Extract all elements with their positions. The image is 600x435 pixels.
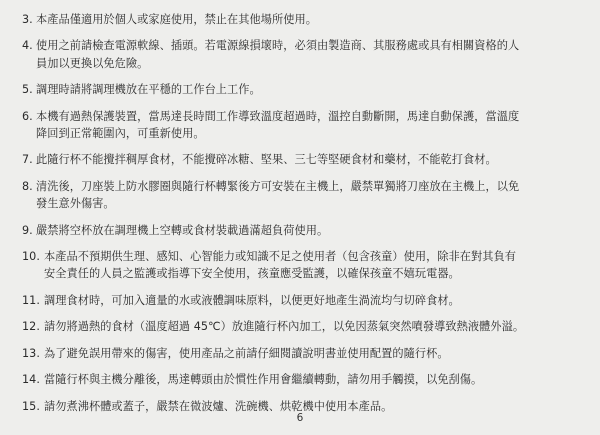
instruction-text-line: 嚴禁將空杯放在調理機上空轉或食材裝載過滿超負荷使用。 xyxy=(36,223,329,237)
instruction-number: 10. xyxy=(22,250,40,264)
instruction-number: 4. xyxy=(22,39,33,53)
instruction-number: 12. xyxy=(22,320,40,334)
instruction-text-line: 本機有過熱保護裝置，當馬達長時間工作導致溫度超過時，溫控自動斷開，馬達自動保護，當溫度 xyxy=(36,109,520,123)
instruction-item xyxy=(22,108,586,143)
instruction-text-line: 為了避免誤用帶來的傷害，使用產品之前請仔細閱讀說明書並使用配置的隨行杯。 xyxy=(44,346,449,360)
page-number: 6 xyxy=(296,412,304,424)
instruction-item xyxy=(22,222,586,239)
instruction-text-line: 本產品僅適用於個人或家庭使用，禁止在其他場所使用。 xyxy=(36,13,317,26)
instruction-number: 7. xyxy=(22,153,33,167)
instruction-number: 6. xyxy=(22,109,33,123)
instruction-text-line: 當隨行杯與主機分離後，馬達轉頭由於慣性作用會繼續轉動，請勿用手觸摸，以免刮傷。 xyxy=(44,373,483,387)
instruction-list xyxy=(22,11,586,415)
instruction-item xyxy=(22,345,586,362)
instruction-text-line: 降回到正常範圍內，可重新使用。 xyxy=(36,127,205,141)
instruction-text-line: 本產品不預期供生理、感知、心智能力或知識不足之使用者（包含孩童）使用，除非在對其負有 xyxy=(44,250,516,264)
instruction-text-line: 此隨行杯不能攪拌稠厚食材，不能攪碎冰糖、堅果、三七等堅硬食材和藥材，不能乾打食材。 xyxy=(36,153,497,167)
instruction-text-line: 調理時請將調理機放在平穩的工作台上工作。 xyxy=(36,83,261,97)
instruction-text-line: 請勿將過熱的食材（溫度超過 45℃）放進隨行杯內加工，以免因蒸氣突然噴發導致熱液體外溢。 xyxy=(44,320,525,334)
instruction-text-line: 請勿煮沸杯體或蓋子，嚴禁在微波爐、洗碗機、烘乾機中使用本產品。 xyxy=(44,399,393,413)
instruction-number: 14. xyxy=(22,373,40,387)
instruction-item xyxy=(22,11,586,28)
instruction-number: 15. xyxy=(22,399,40,413)
instruction-item xyxy=(22,318,586,335)
instruction-text-line: 調理食材時，可加入適量的水或液體調味原料，以便更好地產生渦流均勻切碎食材。 xyxy=(44,293,460,307)
instruction-number: 5. xyxy=(22,83,33,97)
instruction-text-line: 清洗後，刀座裝上防水膠圈與隨行杯轉緊後方可安裝在主機上，嚴禁單獨將刀座放在主機上，以免 xyxy=(36,179,520,193)
instruction-text-line: 使用之前請檢查電源軟線、插頭。若電源線損壞時，必須由製造商、其服務處或具有相關資格的人 xyxy=(36,39,520,53)
instruction-number: 3. xyxy=(22,13,33,26)
instruction-text-line: 安全責任的人員之監護或指導下安全使用，孩童應受監護，以確保孩童不嬉玩電器。 xyxy=(44,267,460,281)
instruction-item xyxy=(22,371,586,388)
instruction-item xyxy=(22,178,586,213)
instruction-item xyxy=(22,248,586,283)
instruction-item xyxy=(22,151,586,168)
instruction-number: 9. xyxy=(22,223,33,237)
instruction-number: 8. xyxy=(22,179,33,193)
instruction-number: 13. xyxy=(22,346,40,360)
instruction-text-line: 員加以更換以免危險。 xyxy=(36,56,149,70)
instruction-item xyxy=(22,37,586,72)
instruction-item xyxy=(22,81,586,98)
instruction-number: 11. xyxy=(22,293,40,307)
instruction-item xyxy=(22,292,586,309)
instruction-text-line: 發生意外傷害。 xyxy=(36,197,115,211)
